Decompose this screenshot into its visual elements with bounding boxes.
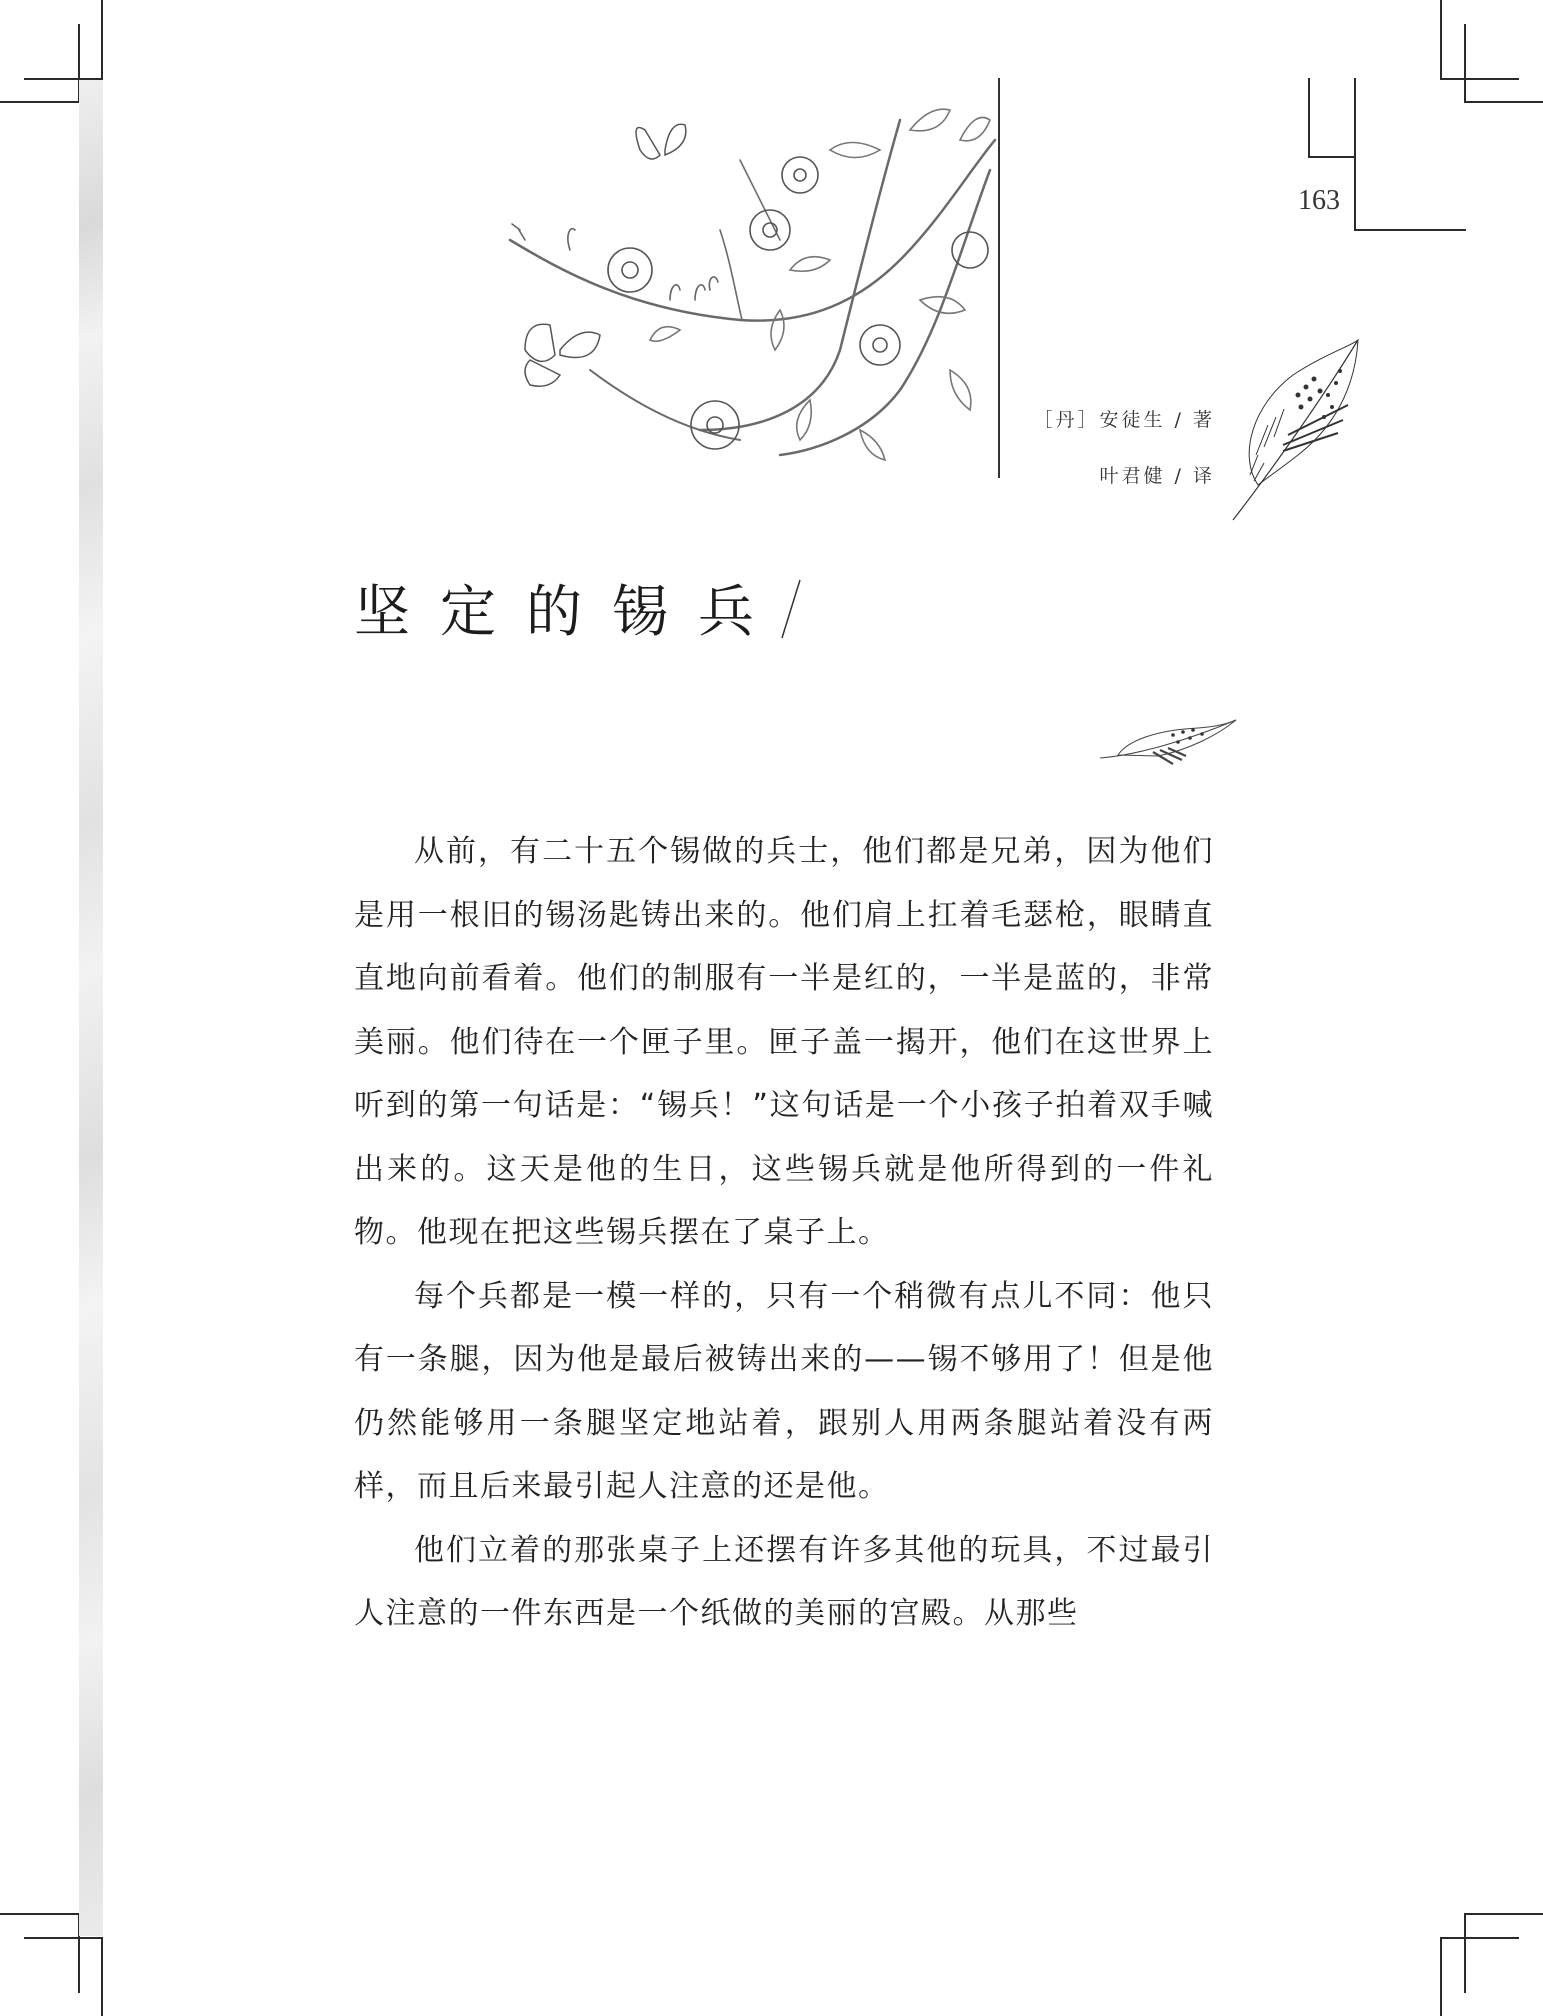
credits <box>1030 392 1215 504</box>
paragraph: 他们立着的那张桌子上还摆有许多其他的玩具，不过最引人注意的一件东西是一个纸做的美丽的宫殿。从那些 <box>354 1532 1214 1631</box>
chapter-title: 坚定的锡兵 <box>354 580 784 645</box>
title-slash-decoration <box>780 578 802 640</box>
paragraph: 每个兵都是一模一样的，只有一个稍微有点儿不同：他只有一条腿，因为他是最后被铸出来的——锡不够用了！但是他仍然能够用一条腿坚定地站着，跟别人用两条腿站着没有两样，而且后来最引起人注意的还是他。 <box>354 1278 1214 1504</box>
feather-icon <box>1098 710 1238 770</box>
feather-icon <box>1228 335 1363 525</box>
author-credit: ［丹］安徒生 / 著 <box>1033 409 1215 431</box>
marble-margin-strip <box>79 80 103 1936</box>
paragraph: 从前，有二十五个锡做的兵士，他们都是兄弟，因为他们是用一根旧的锡汤匙铸出来的。他们肩上扛着毛瑟枪，眼睛直直地向前看着。他们的制服有一半是红的，一半是蓝的，非常美丽。他们待在一个匣子里。匣子盖一揭开，他们在这世界上听到的第一句话是：“锡兵！”这句话是一个小孩子拍着双手喊出来的。这天是他的生日，这些锡兵就是他所得到的一件礼物。他现在把这些锡兵摆在了桌子上。 <box>354 834 1214 1250</box>
page-number: 163 <box>1298 185 1340 216</box>
story-body <box>354 820 1214 1646</box>
translator-credit: 叶君健 / 译 <box>1099 465 1215 487</box>
illustration-divider <box>998 78 1000 478</box>
flower-vine-illustration <box>480 70 1000 480</box>
